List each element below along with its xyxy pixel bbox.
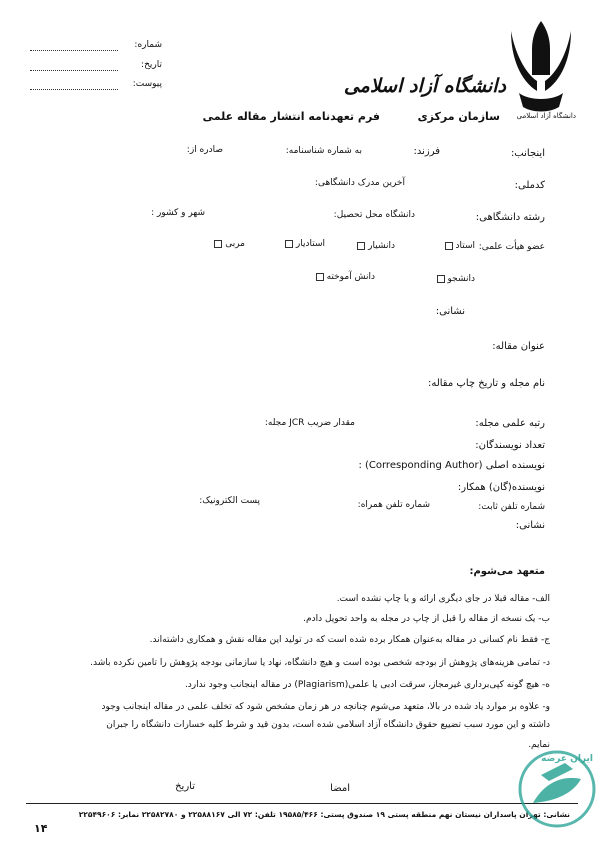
commitment-item: الف- مقاله قبلا در جای دیگری ارائه و یا چاپ نشده است. (336, 594, 550, 604)
option-student[interactable]: دانشجو (425, 274, 475, 284)
number-label: شماره: (134, 40, 162, 50)
article-title-label: عنوان مقاله: (492, 341, 545, 352)
instructor-checkbox[interactable] (214, 240, 222, 248)
graduate-checkbox[interactable] (316, 273, 324, 281)
commitment-item: ه- هیچ گونه کپی‌برداری غیرمجاز، سرقت ادبی یا علمی(Plagiarism) در مقاله اینجانب وجود ندارد. (184, 680, 550, 690)
commitment-item: نمایم. (528, 740, 550, 750)
attachment-line (30, 89, 118, 90)
place-of-study-label: دانشگاه محل تحصیل: (333, 210, 415, 220)
footer-divider (26, 803, 578, 804)
code-label: کدملی: (514, 180, 545, 191)
issued-from-label: صادره از: (186, 145, 223, 155)
email-label: پست الکترونیک: (199, 496, 260, 506)
assistant-checkbox[interactable] (285, 240, 293, 248)
faculty-member-label: عضو هیأت علمی: (478, 242, 545, 252)
coauthors-label: نویسنده(گان) همکار: (457, 482, 545, 493)
university-name: دانشگاه آزاد اسلامی (343, 75, 506, 97)
corresponding-author-label: نویسنده اصلی (Corresponding Author) : (358, 460, 545, 471)
city-country-label: شهر و کشور : (151, 208, 205, 218)
phone-label: شماره تلفن ثابت: (478, 502, 545, 512)
logo-caption: دانشگاه آزاد اسلامی (516, 112, 576, 120)
last-degree-label: آخرین مدرک دانشگاهی: (314, 178, 405, 188)
commitment-item: و- علاوه بر موارد یاد شده در بالا، متعهد می‌شوم چنانچه در هر زمان مشخص شود که تخلف علمی در مقاله اینجانب وجود (101, 702, 550, 712)
org-name: سازمان مرکزی (417, 110, 500, 123)
student-checkbox[interactable] (437, 275, 445, 283)
page-number: ۱۴ (34, 822, 48, 835)
commitment-item: د- تمامی هزینه‌های پژوهش از بودجه شخصی بوده است و هیچ دانشگاه، نهاد یا سازمانی بودجه پژوهش را تامین نکرده باشد. (90, 658, 550, 668)
field-of-study-label: رشته دانشگاهی: (475, 212, 545, 223)
watermark-text: ایران عرضه (541, 754, 593, 764)
option-graduate[interactable]: دانش آموخته (300, 272, 375, 282)
journal-name-label: نام مجله و تاریخ چاپ مقاله: (427, 378, 545, 389)
address2-label: نشانی: (515, 520, 545, 531)
signature-label: امضا (330, 783, 350, 794)
authors-count-label: تعداد نویسندگان: (475, 440, 545, 451)
option-instructor[interactable]: مربی (195, 239, 245, 249)
signature-date-label: تاریخ (175, 781, 195, 792)
number-line (30, 50, 118, 51)
date-line (30, 70, 118, 71)
professor-checkbox[interactable] (445, 242, 453, 250)
form-title: فرم تعهدنامه انتشار مقاله علمی (202, 110, 380, 123)
jcr-factor-label: مقدار ضریب JCR مجله: (264, 418, 355, 428)
university-logo-icon (507, 17, 575, 123)
commitment-item: ج- فقط نام کسانی در مقاله به‌عنوان همکار برده شده است که در تولید این مقاله نقش و همکاری داشته‌اند. (149, 635, 550, 645)
mobile-label: شماره تلفن همراه: (357, 500, 430, 510)
commitments-heading: متعهد می‌شوم: (469, 566, 545, 577)
attachment-label: پیوست: (132, 79, 162, 89)
commitment-item: داشته و این مورد سبب تضییع حقوق دانشگاه آزاد اسلامی شده است، بدون قید و شرط کلیه خسارات دانشگاه را جبران (106, 720, 550, 730)
option-associate[interactable]: دانشیار (350, 241, 395, 251)
date-label: تاریخ: (141, 60, 162, 70)
journal-rank-label: رتبه علمی مجله: (475, 418, 545, 429)
commitment-item: ب- یک نسخه از مقاله را قبل از چاپ در مجله به واحد تحویل دادم. (303, 614, 550, 624)
associate-checkbox[interactable] (357, 242, 365, 250)
footer-address: نشانی: تهران پاسداران نیستان نهم منطقه پستی ۱۹ صندوق پستی: ۱۹۵۸۵/۴۶۶ تلفن: ۷۲ الی ۲۲۵۸۸۱۶۷ و ۲۲۵۸۲۷۸۰ نمابر: ۲۲۵۴۹۶۰۶ (78, 810, 570, 819)
address-label: نشانی: (435, 306, 465, 317)
option-assistant[interactable]: استادیار (270, 239, 325, 249)
option-professor[interactable]: استاد (430, 241, 475, 251)
id-number-label: به شماره شناسنامه: (285, 146, 362, 156)
child-of-label: فرزند: (413, 146, 440, 157)
applicant-label: اینجانب: (510, 148, 545, 159)
